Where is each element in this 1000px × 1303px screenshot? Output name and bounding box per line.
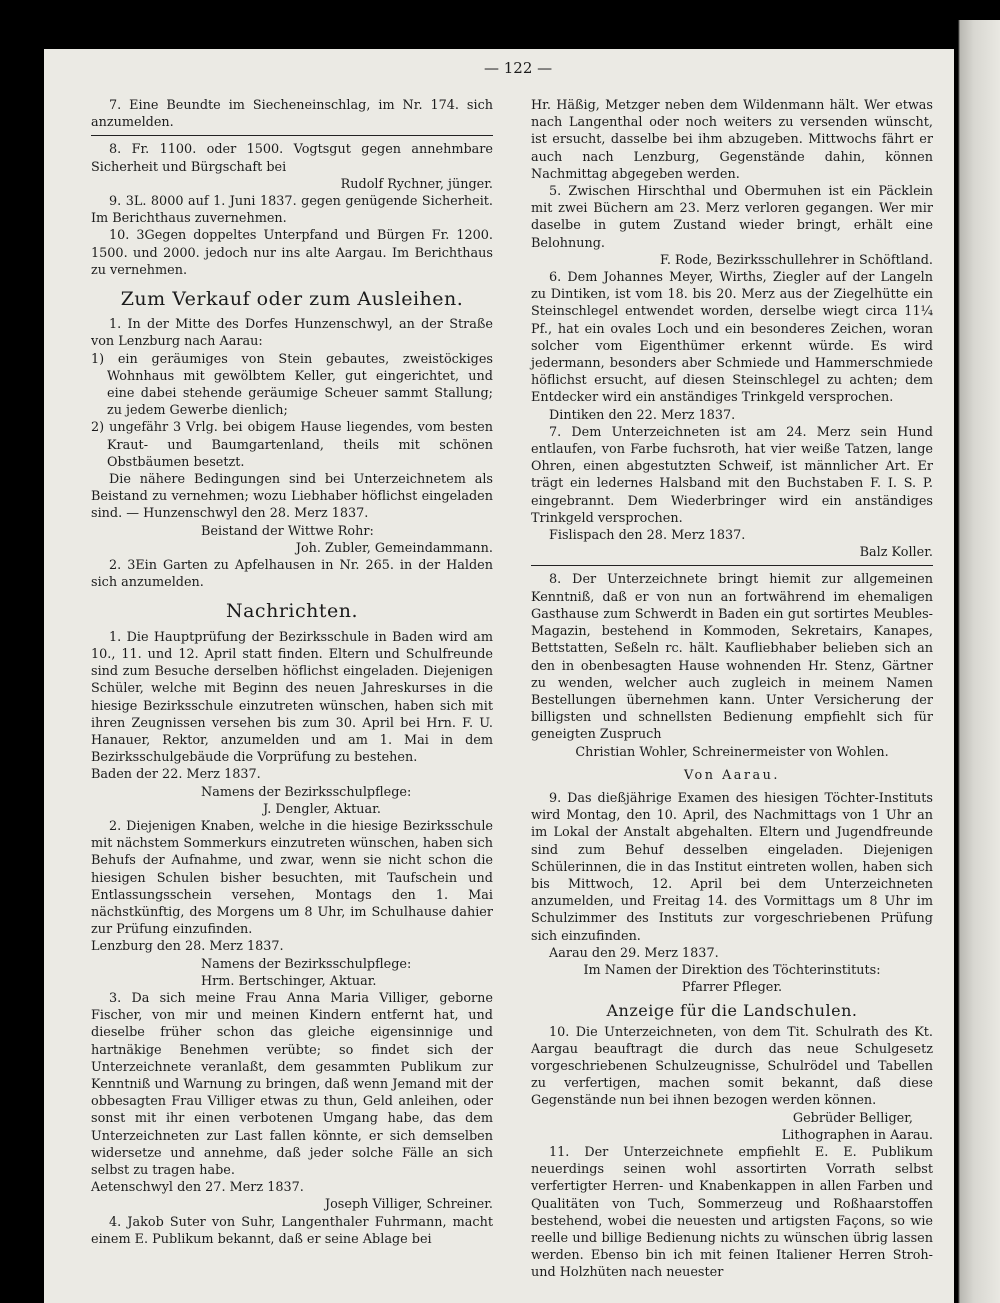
news-5-signature: F. Rode, Bezirksschullehrer in Schöftland.	[660, 252, 933, 268]
section-heading-anzeige: Anzeige für die Landschulen.	[606, 1001, 858, 1021]
news-7: 7. Dem Unterzeichneten ist am 24. Merz sein Hund entlaufen, von Farbe fuchsroth, hat vier weiße Tatzen, lange Ohren, einen abgestutzten Schweif, ist männlicher Art. Er trägt ein ledernes Halsband mit den Buchstaben F. I. S. P. eingebrannt. Dem Wiederbringer wird ein anständiges Trinkgeld versprochen.	[531, 424, 933, 526]
news-7-signature: Balz Koller.	[859, 545, 933, 561]
news-2: 2. Diejenigen Knaben, welche in die hiesige Bezirksschule mit nächstem Sommerkurs einzutreten wünschen, haben sich Behufs der Aufnahme, und zwar, wenn sie nicht schon die hiesigen Schulen bisher besuchten, mit Taufschein und Entlassungsschein versehen, Montags den 1. Mai nächstkünftig, des Morgens um 8 Uhr, im Schulhause dahier zur Prüfung einzufinden.	[91, 818, 493, 938]
news-4: 4. Jakob Suter von Suhr, Langenthaler Fuhrmann, macht einem E. Publikum bekannt, daß er seine Ablage bei	[91, 1214, 493, 1247]
sale-1-item-1: 1) ein geräumiges von Stein gebautes, zweistöckiges Wohnhaus mit gewölbtem Keller, gut eingerichtet, und eine dabei stehende geräumige Scheuer sammt Stallung; zu jedem Gewerbe dienlich;	[91, 351, 493, 419]
right-column	[531, 97, 933, 1282]
news-10: 10. Die Unterzeichneten, von dem Tit. Schulrath des Kt. Aargau beauftragt die durch das neue Schulgesetz vorgeschriebenen Schulzeugnisse, Schulrödel und Tabellen zu verfertigen, machen somit bekannt, daß diese Gegenstände nun bei ihnen bezogen werden können.	[531, 1024, 933, 1109]
news-3: 3. Da sich meine Frau Anna Maria Villiger, geborne Fischer, von mir und meinen Kindern entfernt hat, und dieselbe früher schon das gleiche eigensinnige und hartnäkige Benehmen verübte; so findet sich der Unterzeichnete veranlaßt, dem gesammten Publikum zur Kenntniß und Warnung zu bringen, daß wenn Jemand mit der obbesagten Frau Villiger etwas zu thun, Geld anleihen, oder sonst mit ihr einen verbotenen Umgang habe, das dem Unterzeichneten zur Last fallen könnte, er sich demselben widersetze und annehme, daß jeder solche Fälle an sich selbst zu tragen habe.	[91, 990, 493, 1178]
notice-8: 8. Fr. 1100. oder 1500. Vogtsgut gegen annehmbare Sicherheit und Bürgschaft bei	[91, 142, 493, 175]
section-label-von-aarau: Von Aarau.	[683, 767, 780, 783]
notice-8-signature: Rudolf Rychner, jünger.	[340, 176, 493, 192]
news-5: 5. Zwischen Hirschthal und Obermuhen ist ein Päcklein mit zwei Büchern am 23. Merz verloren gegangen. Wer mir daselbe in gutem Zustand wieder bringt, erhält eine Belohnung.	[531, 184, 933, 251]
news-2-signature-2: Hrm. Bertschinger, Aktuar.	[201, 973, 377, 989]
section-heading-nachrichten: Nachrichten.	[225, 600, 359, 623]
news-3-signature: Joseph Villiger, Schreiner.	[324, 1197, 493, 1213]
news-2-date: Lenzburg den 28. Merz 1837.	[91, 939, 284, 955]
sale-2: 2. 3Ein Garten zu Apfelhausen in Nr. 265. in der Halden sich anzumelden.	[91, 558, 493, 591]
left-column	[91, 97, 493, 1248]
notice-7: 7. Eine Beundte im Siecheneinschlag, im Nr. 174. sich anzumelden.	[91, 98, 493, 131]
news-9-date: Aarau den 29. Merz 1837.	[549, 945, 719, 961]
news-3-date: Aetenschwyl den 27. Merz 1837.	[91, 1180, 304, 1196]
news-1-signature-1: Namens der Bezirksschulpflege:	[201, 784, 412, 800]
news-8: 8. Der Unterzeichnete bringt hiemit zur allgemeinen Kenntniß, daß er von nun an fortwährend im ehemaligen Gasthause zum Schwerdt in Baden ein gut sortirtes Meubles-Magazin, bestehend in Kommoden, Sekretairs, Kanapes, Bettstatten, Seßeln rc. hält. Kaufliebhaber belieben sich an den in obenbesagten Hause wohnenden Hr. Stenz, Gärtner zu wenden, welcher auch zugleich in meinem Namen Bestellungen übernehmen kann. Unter Versicherung der billigsten und schnellsten Bedienung empfiehlt sich für geneigten Zuspruch	[531, 572, 933, 743]
news-4-continued: Hr. Häßig, Metzger neben dem Wildenmann hält. Wer etwas nach Langenthal oder noch weiters zu versenden wünscht, ist ersucht, dasselbe bei ihm abzugeben. Mittwochs fährt er auch nach Lenzburg, Gegenstände dahin, können Nachmittag abgegeben werden.	[531, 98, 933, 182]
section-heading-verkauf: Zum Verkauf oder zum Ausleihen.	[120, 288, 464, 311]
sale-1-signature-2: Joh. Zubler, Gemeindammann.	[295, 540, 493, 556]
news-6-date: Dintiken den 22. Merz 1837.	[549, 407, 736, 423]
news-9-signature-2: Pfarrer Pfleger.	[681, 980, 783, 996]
sale-1-item-2: 2) ungefähr 3 Vrlg. bei obigem Hause liegendes, vom besten Kraut- und Baumgartenland, theils mit schönen Obstbäumen besetzt.	[91, 420, 493, 470]
sale-1-conditions: Die nähere Bedingungen sind bei Unterzeichnetem als Beistand zu vernehmen; wozu Liebhaber höflichst eingeladen sind. — Hunzenschwyl den 28. Merz 1837.	[91, 472, 493, 522]
news-8-signature: Christian Wohler, Schreinermeister von Wohlen.	[575, 744, 889, 760]
notice-10: 10. 3Gegen doppeltes Unterpfand und Bürgen Fr. 1200. 1500. und 2000. jedoch nur ins alte Aargau. Im Berichthaus zu vernehmen.	[91, 228, 493, 278]
news-10-signature-2: Lithographen in Aarau.	[781, 1127, 933, 1143]
adjacent-page-edge	[952, 20, 1000, 1303]
sale-1-signature-1: Beistand der Wittwe Rohr:	[201, 523, 374, 539]
news-2-signature-1: Namens der Bezirksschulpflege:	[201, 956, 412, 972]
news-1: 1. Die Hauptprüfung der Bezirksschule in Baden wird am 10., 11. und 12. April statt finden. Eltern und Schulfreunde sind zum Besuche derselben höflichst eingeladen. Diejenigen Schüler, welche mit Beginn des neuen Jahreskurses in die hiesige Bezirksschule einzutreten wünschen, haben sich mit ihren Zeugnissen versehen bis zum 30. April bei Hrn. F. U. Hanauer, Rektor, anzumelden und am 1. Mai in dem Bezirksschulgebäude die Vorprüfung zu bestehen.	[91, 629, 493, 766]
news-9-signature-1: Im Namen der Direktion des Töchterinstituts:	[583, 962, 881, 978]
news-9: 9. Das dießjährige Examen des hiesigen Töchter-Instituts wird Montag, den 10. April, des Nachmittags von 1 Uhr an im Lokal der Anstalt abgehalten. Eltern und Jugendfreunde sind zum Behuf desselben eingeladen. Diejenigen Schülerinnen, die in das Institut eintreten wollen, haben sich bis Mittwoch, 12. April bei dem Unterzeichneten anzumelden, und Freitag 14. des Vormittags um 8 Uhr im Schulzimmer des Instituts zur vorgeschriebenen Prüfung sich einzufinden.	[531, 790, 933, 944]
news-6: 6. Dem Johannes Meyer, Wirths, Ziegler auf der Langeln zu Dintiken, ist vom 18. bis 20. Merz aus der Ziegelhütte ein Steinschlegel entwendet worden, derselbe wiegt circa 11¼ Pf., hat ein ovales Loch und ein besonderes Zeichen, woran solcher vom Eigenthümer erkennt würde. Es wird jedermann, besonders aber Schmiede und Hammerschmiede höflichst ersucht, auf diesen Steinschlegel zu achten; dem Entdecker wird ein anständiges Trinkgeld versprochen.	[531, 270, 933, 406]
sale-1: 1. In der Mitte des Dorfes Hunzenschwyl, an der Straße von Lenzburg nach Aarau:	[91, 317, 493, 350]
notice-9: 9. 3L. 8000 auf 1. Juni 1837. gegen genügende Sicherheit. Im Berichthaus zuvernehmen.	[91, 194, 493, 227]
divider	[91, 135, 493, 136]
news-10-signature-1: Gebrüder Belliger,	[792, 1110, 913, 1126]
news-11: 11. Der Unterzeichnete empfiehlt E. E. Publikum neuerdings seinen wohl assortirten Vorrath selbst verfertigter Herren- und Knabenkappen in allen Farben und Qualitäten von Tuch, Sommerzeug und Roßhaarstoffen bestehend, wobei die neuesten und artigsten Façons, so wie reelle und billige Bedienung nichts zu wünschen übrig lassen werden. Ebenso bin ich mit feinen Italiener Herren Stroh- und Holzhüten nach neuester	[531, 1144, 933, 1281]
news-7-date: Fislispach den 28. Merz 1837.	[549, 528, 746, 544]
divider	[531, 565, 933, 566]
page-number: — 122 —	[484, 59, 553, 77]
news-1-date: Baden der 22. Merz 1837.	[91, 767, 261, 783]
news-1-signature-2: J. Dengler, Aktuar.	[263, 801, 381, 817]
newspaper-page	[44, 49, 954, 1303]
